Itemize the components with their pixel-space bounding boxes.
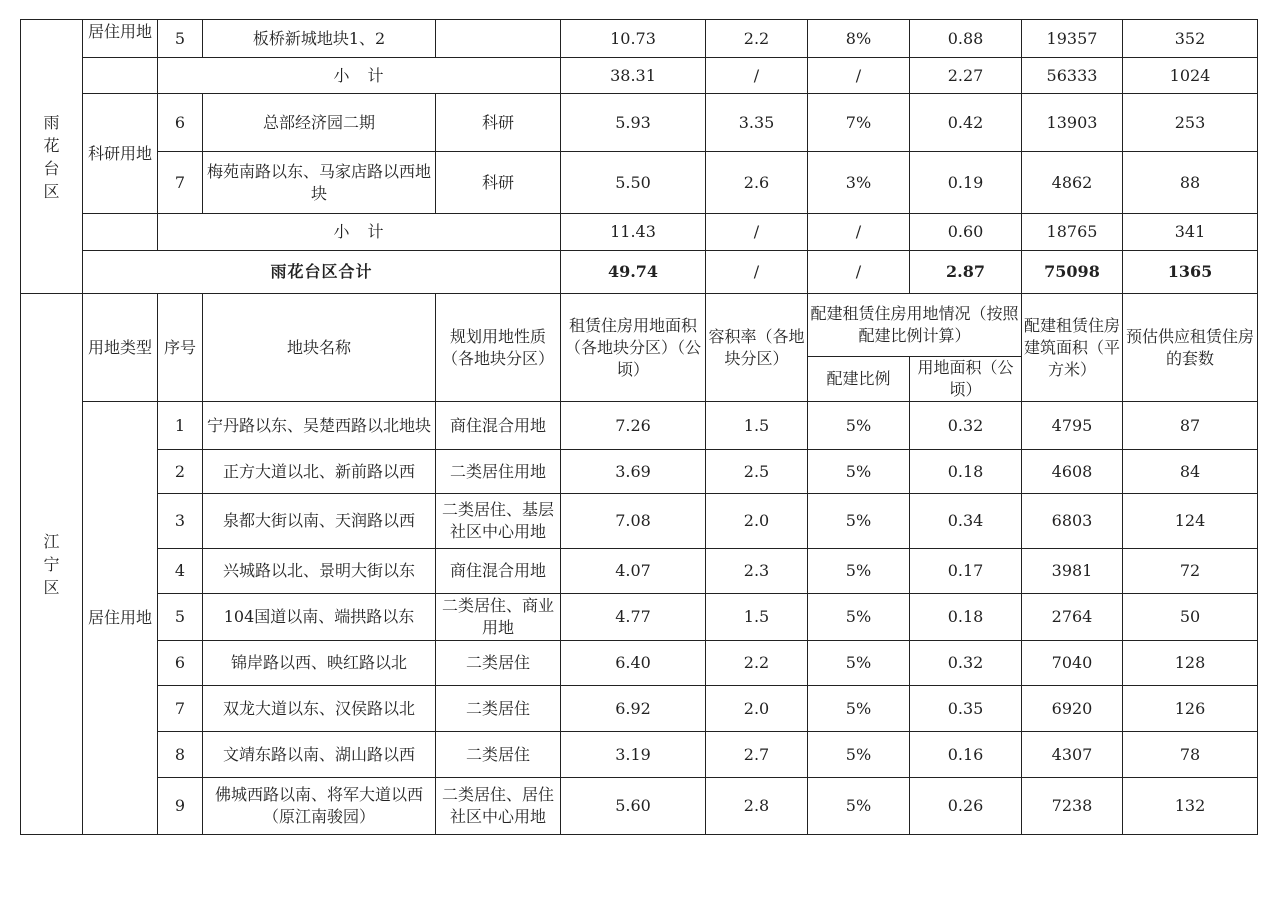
plot-name-cell: 宁丹路以东、吴楚西路以北地块 (203, 402, 436, 450)
table-row (21, 732, 1258, 778)
units-cell: 87 (1123, 402, 1258, 450)
units-cell: 1365 (1123, 251, 1258, 294)
units-cell: 88 (1123, 152, 1258, 214)
subtotal-label: 小 计 (158, 58, 561, 94)
floor-area-cell: 4608 (1022, 450, 1123, 494)
district-cell-jiangning (21, 294, 83, 835)
header-far: 容积率（各地块分区） (706, 294, 808, 402)
plot-name-cell: 104国道以南、端拱路以东 (203, 594, 436, 641)
far-cell: / (706, 214, 808, 251)
land-type-label: 科研用地 (87, 143, 152, 163)
table-row (21, 402, 1258, 450)
seq-cell: 7 (158, 686, 203, 732)
far-cell: / (706, 58, 808, 94)
district-label: 江宁区 (43, 531, 60, 597)
units-cell: 124 (1123, 494, 1258, 549)
ratio-cell: 7% (808, 94, 910, 152)
far-cell: 2.3 (706, 549, 808, 594)
units-cell: 1024 (1123, 58, 1258, 94)
seq-cell: 3 (158, 494, 203, 549)
floor-area-cell: 4795 (1022, 402, 1123, 450)
nature-cell: 二类居住 (436, 641, 561, 686)
ratio-cell: 3% (808, 152, 910, 214)
units-cell: 341 (1123, 214, 1258, 251)
floor-area-cell: 3981 (1022, 549, 1123, 594)
seq-cell: 9 (158, 778, 203, 835)
ratio-cell: / (808, 214, 910, 251)
floor-area-cell: 56333 (1022, 58, 1123, 94)
area-cell: 6.40 (561, 641, 706, 686)
area-cell: 7.26 (561, 402, 706, 450)
district-label: 雨花台区 (43, 112, 60, 201)
far-cell: 2.0 (706, 494, 808, 549)
floor-area-cell: 4862 (1022, 152, 1123, 214)
nature-cell: 商住混合用地 (436, 549, 561, 594)
land-area-cell: 0.18 (910, 594, 1022, 641)
header-units: 预估供应租赁住房的套数 (1123, 294, 1258, 402)
far-cell: / (706, 251, 808, 294)
seq-cell: 5 (158, 594, 203, 641)
land-area-cell: 0.42 (910, 94, 1022, 152)
floor-area-cell: 13903 (1022, 94, 1123, 152)
units-cell: 84 (1123, 450, 1258, 494)
nature-cell: 商住混合用地 (436, 402, 561, 450)
header-nature: 规划用地性质（各地块分区） (436, 294, 561, 402)
area-cell: 4.07 (561, 549, 706, 594)
land-area-cell: 0.16 (910, 732, 1022, 778)
land-area-cell: 0.26 (910, 778, 1022, 835)
empty-cell (83, 214, 158, 251)
area-cell: 6.92 (561, 686, 706, 732)
area-cell: 3.69 (561, 450, 706, 494)
table-row (21, 494, 1258, 549)
units-cell: 352 (1123, 20, 1258, 58)
land-area-cell: 0.34 (910, 494, 1022, 549)
area-cell: 5.93 (561, 94, 706, 152)
land-area-cell: 0.19 (910, 152, 1022, 214)
far-cell: 2.2 (706, 641, 808, 686)
far-cell: 1.5 (706, 594, 808, 641)
far-cell: 2.6 (706, 152, 808, 214)
header-alloc-ratio: 配建比例 (808, 357, 910, 402)
table-row (21, 778, 1258, 835)
plot-name-cell: 板桥新城地块1、2 (203, 20, 436, 58)
floor-area-cell: 7040 (1022, 641, 1123, 686)
seq-cell: 8 (158, 732, 203, 778)
land-type-cell-research (83, 94, 158, 214)
plot-name-cell: 兴城路以北、景明大街以东 (203, 549, 436, 594)
plot-name-cell: 文靖东路以南、湖山路以西 (203, 732, 436, 778)
land-area-cell: 2.27 (910, 58, 1022, 94)
ratio-cell: 5% (808, 549, 910, 594)
header-area: 租赁住房用地面积（各地块分区）（公顷） (561, 294, 706, 402)
far-cell: 1.5 (706, 402, 808, 450)
subtotal-row (21, 214, 1258, 251)
ratio-cell: / (808, 58, 910, 94)
units-cell: 50 (1123, 594, 1258, 641)
floor-area-cell: 18765 (1022, 214, 1123, 251)
plot-name-cell: 总部经济园二期 (203, 94, 436, 152)
area-cell: 7.08 (561, 494, 706, 549)
far-cell: 2.0 (706, 686, 808, 732)
ratio-cell: 5% (808, 594, 910, 641)
header-label: 用地类型 (87, 337, 152, 357)
ratio-cell: 8% (808, 20, 910, 58)
header-row (21, 294, 1258, 357)
nature-cell: 科研 (436, 94, 561, 152)
plot-name-cell: 佛城西路以南、将军大道以西（原江南骏园） (203, 778, 436, 835)
area-cell: 3.19 (561, 732, 706, 778)
units-cell: 128 (1123, 641, 1258, 686)
land-area-cell: 0.32 (910, 641, 1022, 686)
nature-cell: 二类居住 (436, 732, 561, 778)
far-cell: 2.8 (706, 778, 808, 835)
units-cell: 126 (1123, 686, 1258, 732)
subtotal-label: 小 计 (158, 214, 561, 251)
land-area-cell: 0.32 (910, 402, 1022, 450)
area-cell: 4.77 (561, 594, 706, 641)
land-area-cell: 0.18 (910, 450, 1022, 494)
far-cell: 3.35 (706, 94, 808, 152)
header-alloc-land: 用地面积（公顷） (910, 357, 1022, 402)
district-cell-yuhuatai (21, 20, 83, 294)
nature-cell: 二类居住、商业用地 (436, 594, 561, 641)
floor-area-cell: 75098 (1022, 251, 1123, 294)
table-row (21, 549, 1258, 594)
header-alloc: 配建租赁住房用地情况（按照配建比例计算） (808, 294, 1022, 357)
land-area-cell: 0.88 (910, 20, 1022, 58)
seq-cell: 2 (158, 450, 203, 494)
ratio-cell: / (808, 251, 910, 294)
units-cell: 78 (1123, 732, 1258, 778)
land-area-cell: 0.35 (910, 686, 1022, 732)
area-cell: 49.74 (561, 251, 706, 294)
empty-cell (83, 58, 158, 94)
ratio-cell: 5% (808, 686, 910, 732)
floor-area-cell: 7238 (1022, 778, 1123, 835)
seq-cell: 6 (158, 641, 203, 686)
area-cell: 5.60 (561, 778, 706, 835)
far-cell: 2.7 (706, 732, 808, 778)
district-total-label: 雨花台区合计 (83, 251, 561, 294)
units-cell: 72 (1123, 549, 1258, 594)
ratio-cell: 5% (808, 778, 910, 835)
nature-cell: 科研 (436, 152, 561, 214)
area-cell: 5.50 (561, 152, 706, 214)
header-land-type (83, 294, 158, 402)
floor-area-cell: 4307 (1022, 732, 1123, 778)
far-cell: 2.5 (706, 450, 808, 494)
ratio-cell: 5% (808, 450, 910, 494)
plot-name-cell: 梅苑南路以东、马家店路以西地块 (203, 152, 436, 214)
nature-cell: 二类居住、基层社区中心用地 (436, 494, 561, 549)
seq-cell: 5 (158, 20, 203, 58)
table-row (21, 686, 1258, 732)
land-area-cell: 2.87 (910, 251, 1022, 294)
seq-cell: 7 (158, 152, 203, 214)
area-cell: 38.31 (561, 58, 706, 94)
floor-area-cell: 6920 (1022, 686, 1123, 732)
land-type-cell-residential (83, 402, 158, 835)
table-row (21, 594, 1258, 641)
land-area-cell: 0.17 (910, 549, 1022, 594)
seq-cell: 1 (158, 402, 203, 450)
district-total-row (21, 251, 1258, 294)
land-type-label: 居住用地 (87, 21, 152, 41)
plot-name-cell: 泉都大街以南、天润路以西 (203, 494, 436, 549)
area-cell: 11.43 (561, 214, 706, 251)
header-seq: 序号 (158, 294, 203, 402)
floor-area-cell: 2764 (1022, 594, 1123, 641)
table-row (21, 641, 1258, 686)
nature-cell: 二类居住 (436, 686, 561, 732)
land-area-cell: 0.60 (910, 214, 1022, 251)
ratio-cell: 5% (808, 494, 910, 549)
table-row (21, 152, 1258, 214)
nature-cell (436, 20, 561, 58)
floor-area-cell: 6803 (1022, 494, 1123, 549)
seq-cell: 4 (158, 549, 203, 594)
plot-name-cell: 双龙大道以东、汉侯路以北 (203, 686, 436, 732)
ratio-cell: 5% (808, 402, 910, 450)
subtotal-row (21, 58, 1258, 94)
units-cell: 253 (1123, 94, 1258, 152)
header-floor: 配建租赁住房建筑面积（平方米） (1022, 294, 1123, 402)
ratio-cell: 5% (808, 641, 910, 686)
land-type-cell (83, 20, 158, 58)
table-row (21, 20, 1258, 58)
seq-cell: 6 (158, 94, 203, 152)
land-plot-table (20, 19, 1258, 835)
plot-name-cell: 锦岸路以西、映红路以北 (203, 641, 436, 686)
nature-cell: 二类居住用地 (436, 450, 561, 494)
area-cell: 10.73 (561, 20, 706, 58)
table-row (21, 94, 1258, 152)
table-row (21, 450, 1258, 494)
nature-cell: 二类居住、居住社区中心用地 (436, 778, 561, 835)
header-plot-name: 地块名称 (203, 294, 436, 402)
ratio-cell: 5% (808, 732, 910, 778)
floor-area-cell: 19357 (1022, 20, 1123, 58)
units-cell: 132 (1123, 778, 1258, 835)
far-cell: 2.2 (706, 20, 808, 58)
plot-name-cell: 正方大道以北、新前路以西 (203, 450, 436, 494)
land-type-label: 居住用地 (87, 608, 152, 627)
